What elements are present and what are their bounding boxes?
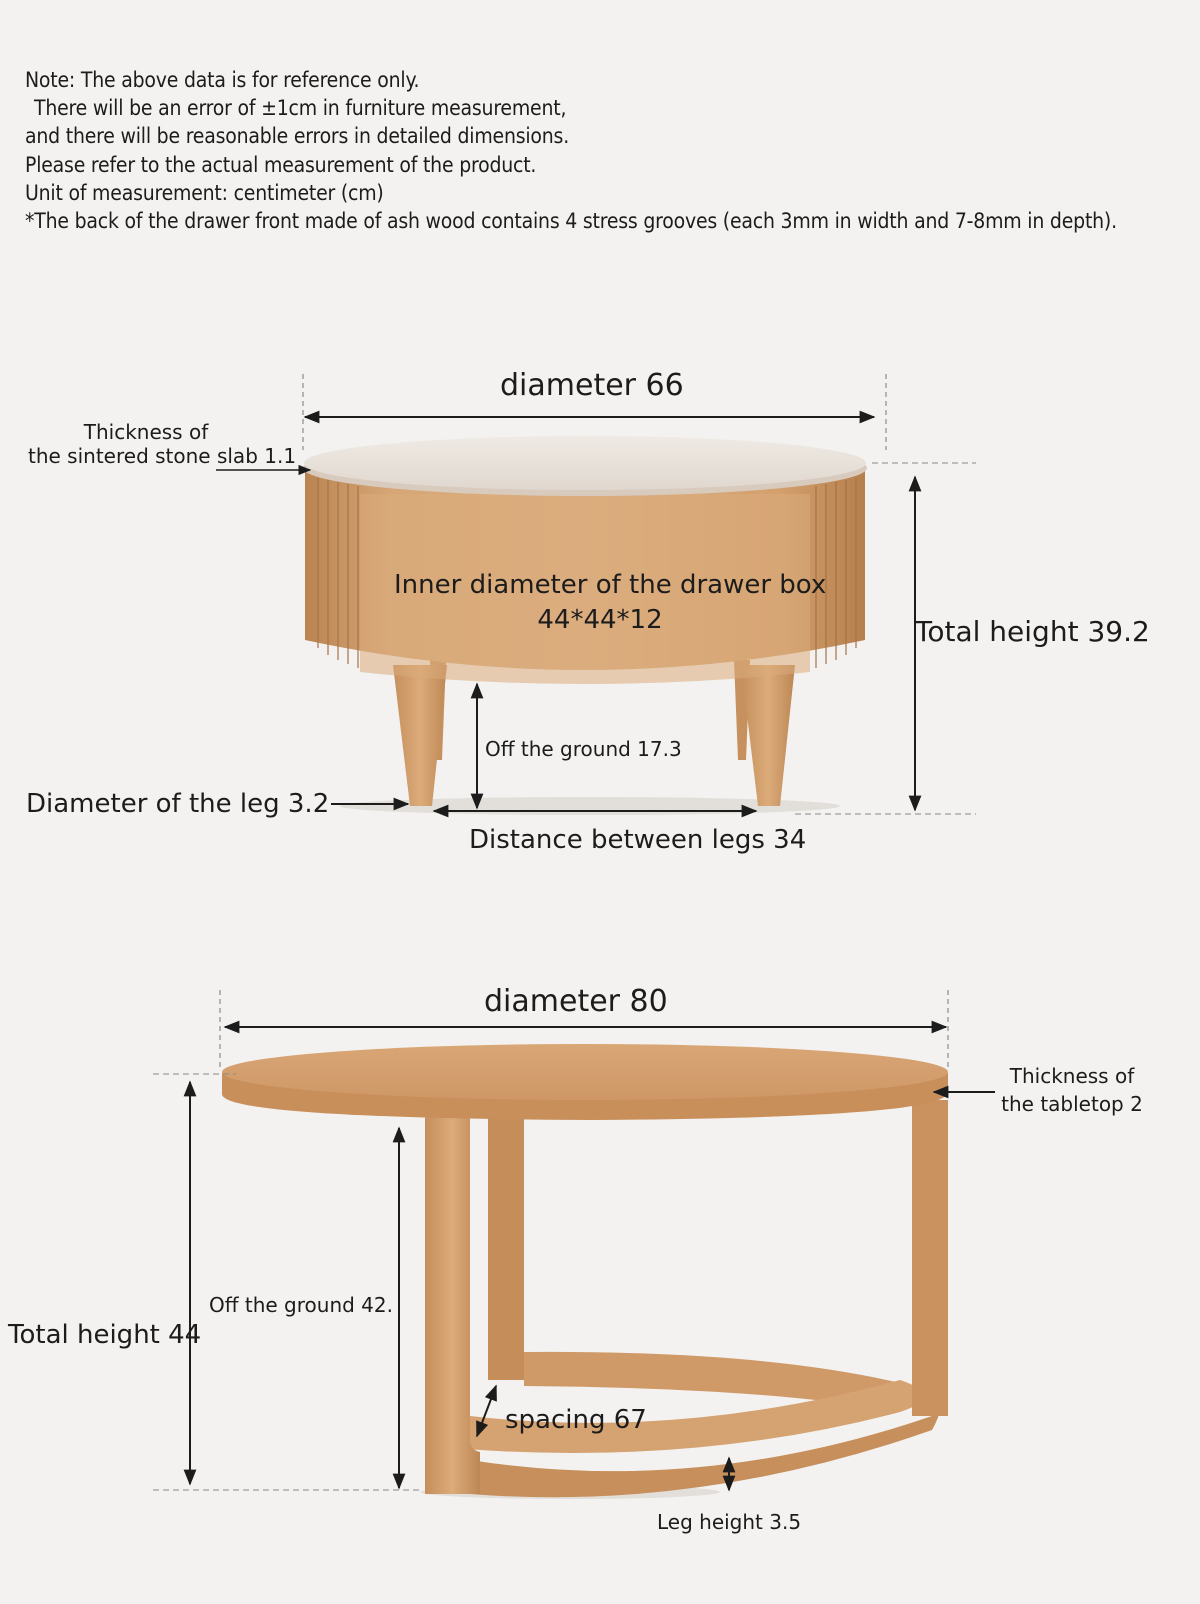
drawer-box-line2: 44*44*12 (537, 605, 663, 635)
note-line: There will be an error of ±1cm in furniture measurement, (34, 96, 567, 121)
stone-slab-thickness-line2: the sintered stone slab 1.1 (28, 444, 297, 468)
note-line: *The back of the drawer front made of ash wood contains 4 stress grooves (each 3mm in width and 7-8mm in depth). (25, 209, 1117, 234)
stone-slab-thickness-line1: Thickness of (83, 420, 209, 444)
coffee-table-total-height-label: Total height 44 (8, 1320, 202, 1350)
drawer-table-total-height-label: Total height 39.2 (915, 615, 1150, 648)
leg-diameter-label: Diameter of the leg 3.2 (26, 789, 330, 819)
coffee-table-off-ground-label: Off the ground 42. (209, 1293, 393, 1317)
drawer-table-diameter-label: diameter 66 (500, 368, 684, 403)
drawer-table-off-ground-label: Off the ground 17.3 (485, 737, 682, 761)
drawer-box-label (394, 568, 827, 638)
tabletop-thickness-line1: Thickness of (1009, 1064, 1135, 1088)
drawer-box-line1: Inner diameter of the drawer box (394, 570, 827, 600)
note-line: and there will be reasonable errors in detailed dimensions. (25, 124, 570, 149)
tabletop-thickness-line2: the tabletop 2 (1001, 1092, 1143, 1116)
spacing-label: spacing 67 (505, 1405, 647, 1435)
leg-distance-label: Distance between legs 34 (469, 825, 807, 855)
leg-height-label: Leg height 3.5 (657, 1510, 802, 1534)
stone-slab-thickness-label (28, 420, 297, 468)
tabletop-thickness-label (998, 1062, 1146, 1118)
coffee-table-diameter-label: diameter 80 (484, 984, 668, 1019)
note-line: Unit of measurement: centimeter (cm) (25, 180, 384, 205)
note-line: Note: The above data is for reference only. (25, 68, 420, 92)
note-line: Please refer to the actual measurement of the product. (25, 152, 537, 177)
